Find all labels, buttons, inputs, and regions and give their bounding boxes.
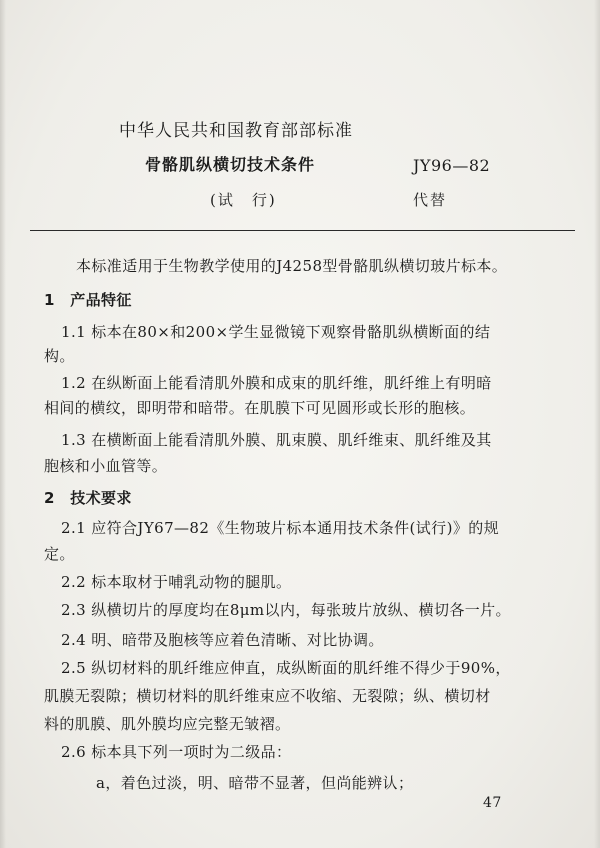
clause-1-2-line-2: 相间的横纹，即明带和暗带。在肌膜下可见圆形或长形的胞核。 [44,399,476,417]
intro-paragraph: 本标准适用于生物教学使用的J4258型骨骼肌纵横切玻片标本。 [76,257,508,275]
page-edge-shadow-right [594,0,600,848]
section-1-heading: 1 产品特征 [44,291,132,309]
standard-title: 骨骼肌纵横切技术条件 [145,155,316,174]
section-2-heading: 2 技术要求 [44,489,132,507]
clause-1-3-line-1: 1.3 在横断面上能看清肌外膜、肌束膜、肌纤维束、肌纤维及其 [61,431,492,449]
clause-2-1-line-1: 2.1 应符合JY67—82《生物玻片标本通用技术条件(试行)》的规 [61,519,500,537]
page-number: 47 [483,795,502,811]
clause-1-3-line-2: 胞核和小血管等。 [44,457,168,475]
clause-1-2-line-1: 1.2 在纵断面上能看清肌外膜和成束的肌纤维，肌纤维上有明暗 [61,374,492,392]
clause-1-1-line-1: 1.1 标本在80×和200×学生显微镜下观察骨骼肌纵横断面的结 [61,323,491,341]
standard-department: 中华人民共和国教育部部标准 [119,121,353,141]
clause-2-2: 2.2 标本取材于哺乳动物的腿肌。 [61,573,292,591]
clause-1-1-line-2: 构。 [44,347,75,365]
clause-2-1-line-2: 定。 [44,545,75,563]
clause-2-4: 2.4 明、暗带及胞核等应着色清晰、对比协调。 [61,631,384,649]
clause-2-6: 2.6 标本具下列一项时为二级品： [61,743,292,761]
header-divider [30,230,575,231]
trial-label: (试 行) [210,191,277,209]
replace-label: 代替 [413,191,448,209]
clause-2-5-line-3: 料的肌膜、肌外膜均应完整无皱褶。 [44,715,291,733]
clause-2-5-line-1: 2.5 纵切材料的肌纤维应伸直，成纵断面的肌纤维不得少于90%， [61,659,511,677]
clause-2-5-line-2: 肌膜无裂隙；横切材料的肌纤维束应不收缩、无裂隙；纵、横切材 [44,687,491,705]
standard-code: JY96—82 [413,156,491,175]
clause-2-6-item-a: a，着色过淡，明、暗带不显著，但尚能辨认； [96,774,414,792]
page-edge-shadow-left [0,0,6,848]
clause-2-3: 2.3 纵横切片的厚度均在8μm以内，每张玻片放纵、横切各一片。 [61,601,511,619]
